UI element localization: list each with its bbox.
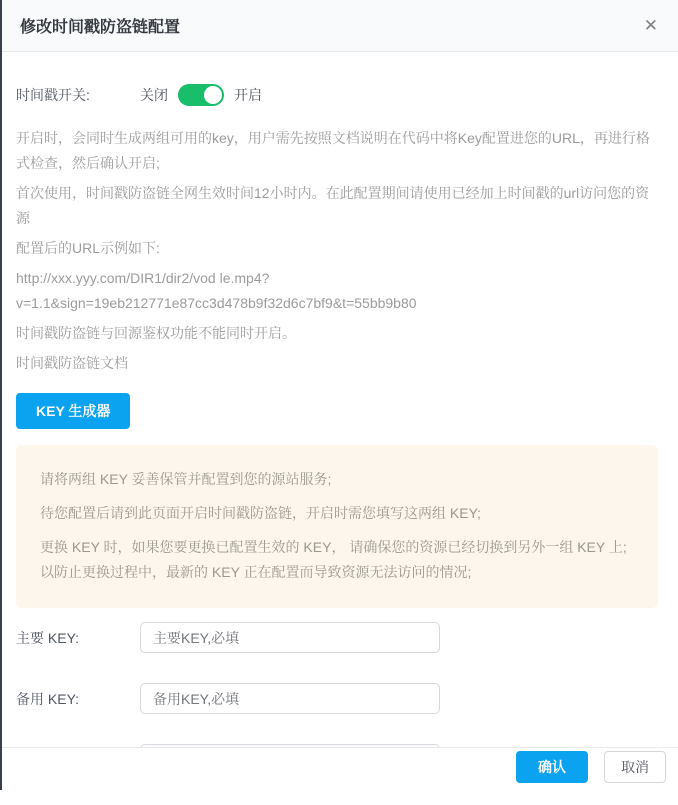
timestamp-switch-label: 时间戳开关: (16, 87, 90, 103)
timestamp-toggle-switch[interactable] (178, 84, 224, 106)
primary-key-input[interactable] (140, 622, 440, 653)
backup-key-row (16, 683, 658, 714)
cancel-button[interactable]: 取消 (604, 751, 666, 783)
primary-key-row (16, 622, 658, 653)
url-example: http://xxx.yyy.com/DIR1/dir2/vod le.mp4?v=1.1&sign=19eb212771e87cc3d478b9f32d6c7bf9&t=55bb9b80 (16, 270, 417, 311)
notice-line-3: 更换 KEY 时，如果您要更换已配置生效的 KEY， 请确保您的资源已经切换到另外一组 KEY 上; 以防止更换过程中，最新的 KEY 正在配置而导致资源无法访问的情况; (40, 539, 627, 580)
description-para-2: 首次使用，时间戳防盗链全网生效时间12小时内。在此配置期间请使用已经加上时间戳的url访问您的资源 (16, 185, 650, 226)
backup-key-input[interactable] (140, 683, 440, 714)
timestamp-switch-row (16, 84, 658, 106)
description-para-1: 开启时，会同时生成两组可用的key，用户需先按照文档说明在代码中将Key配置进您的URL，再进行格式检查，然后确认开启; (16, 130, 650, 171)
notice-line-2: 待您配置后请到此页面开启时间戳防盗链，开启时需您填写这两组 KEY; (40, 505, 481, 521)
toggle-off-label: 关闭 (140, 87, 168, 103)
backup-key-label: 备用 KEY: (16, 690, 80, 707)
primary-key-label: 主要 KEY: (16, 629, 80, 646)
description-para-4: 时间戳防盗链与回源鉴权功能不能同时开启。 (16, 325, 296, 341)
dialog-title: 修改时间戳防盗链配置 (20, 19, 181, 36)
toggle-on-label: 开启 (234, 87, 262, 103)
notice-line-1: 请将两组 KEY 妥善保管并配置到您的源站服务; (40, 471, 332, 487)
key-notice-box (16, 445, 658, 608)
dialog-footer (0, 747, 678, 790)
toggle-knob-icon (204, 86, 222, 104)
description-block (16, 126, 658, 376)
dialog-body (0, 52, 678, 805)
description-para-3: 配置后的URL示例如下: (16, 240, 160, 256)
page-left-edge (0, 0, 2, 790)
confirm-button[interactable]: 确认 (516, 751, 588, 783)
key-generator-button[interactable]: KEY 生成器 (16, 393, 130, 429)
close-icon[interactable]: ✕ (643, 16, 658, 35)
doc-link[interactable]: 时间戳防盗链文档 (16, 355, 128, 371)
dialog-header (0, 0, 678, 52)
